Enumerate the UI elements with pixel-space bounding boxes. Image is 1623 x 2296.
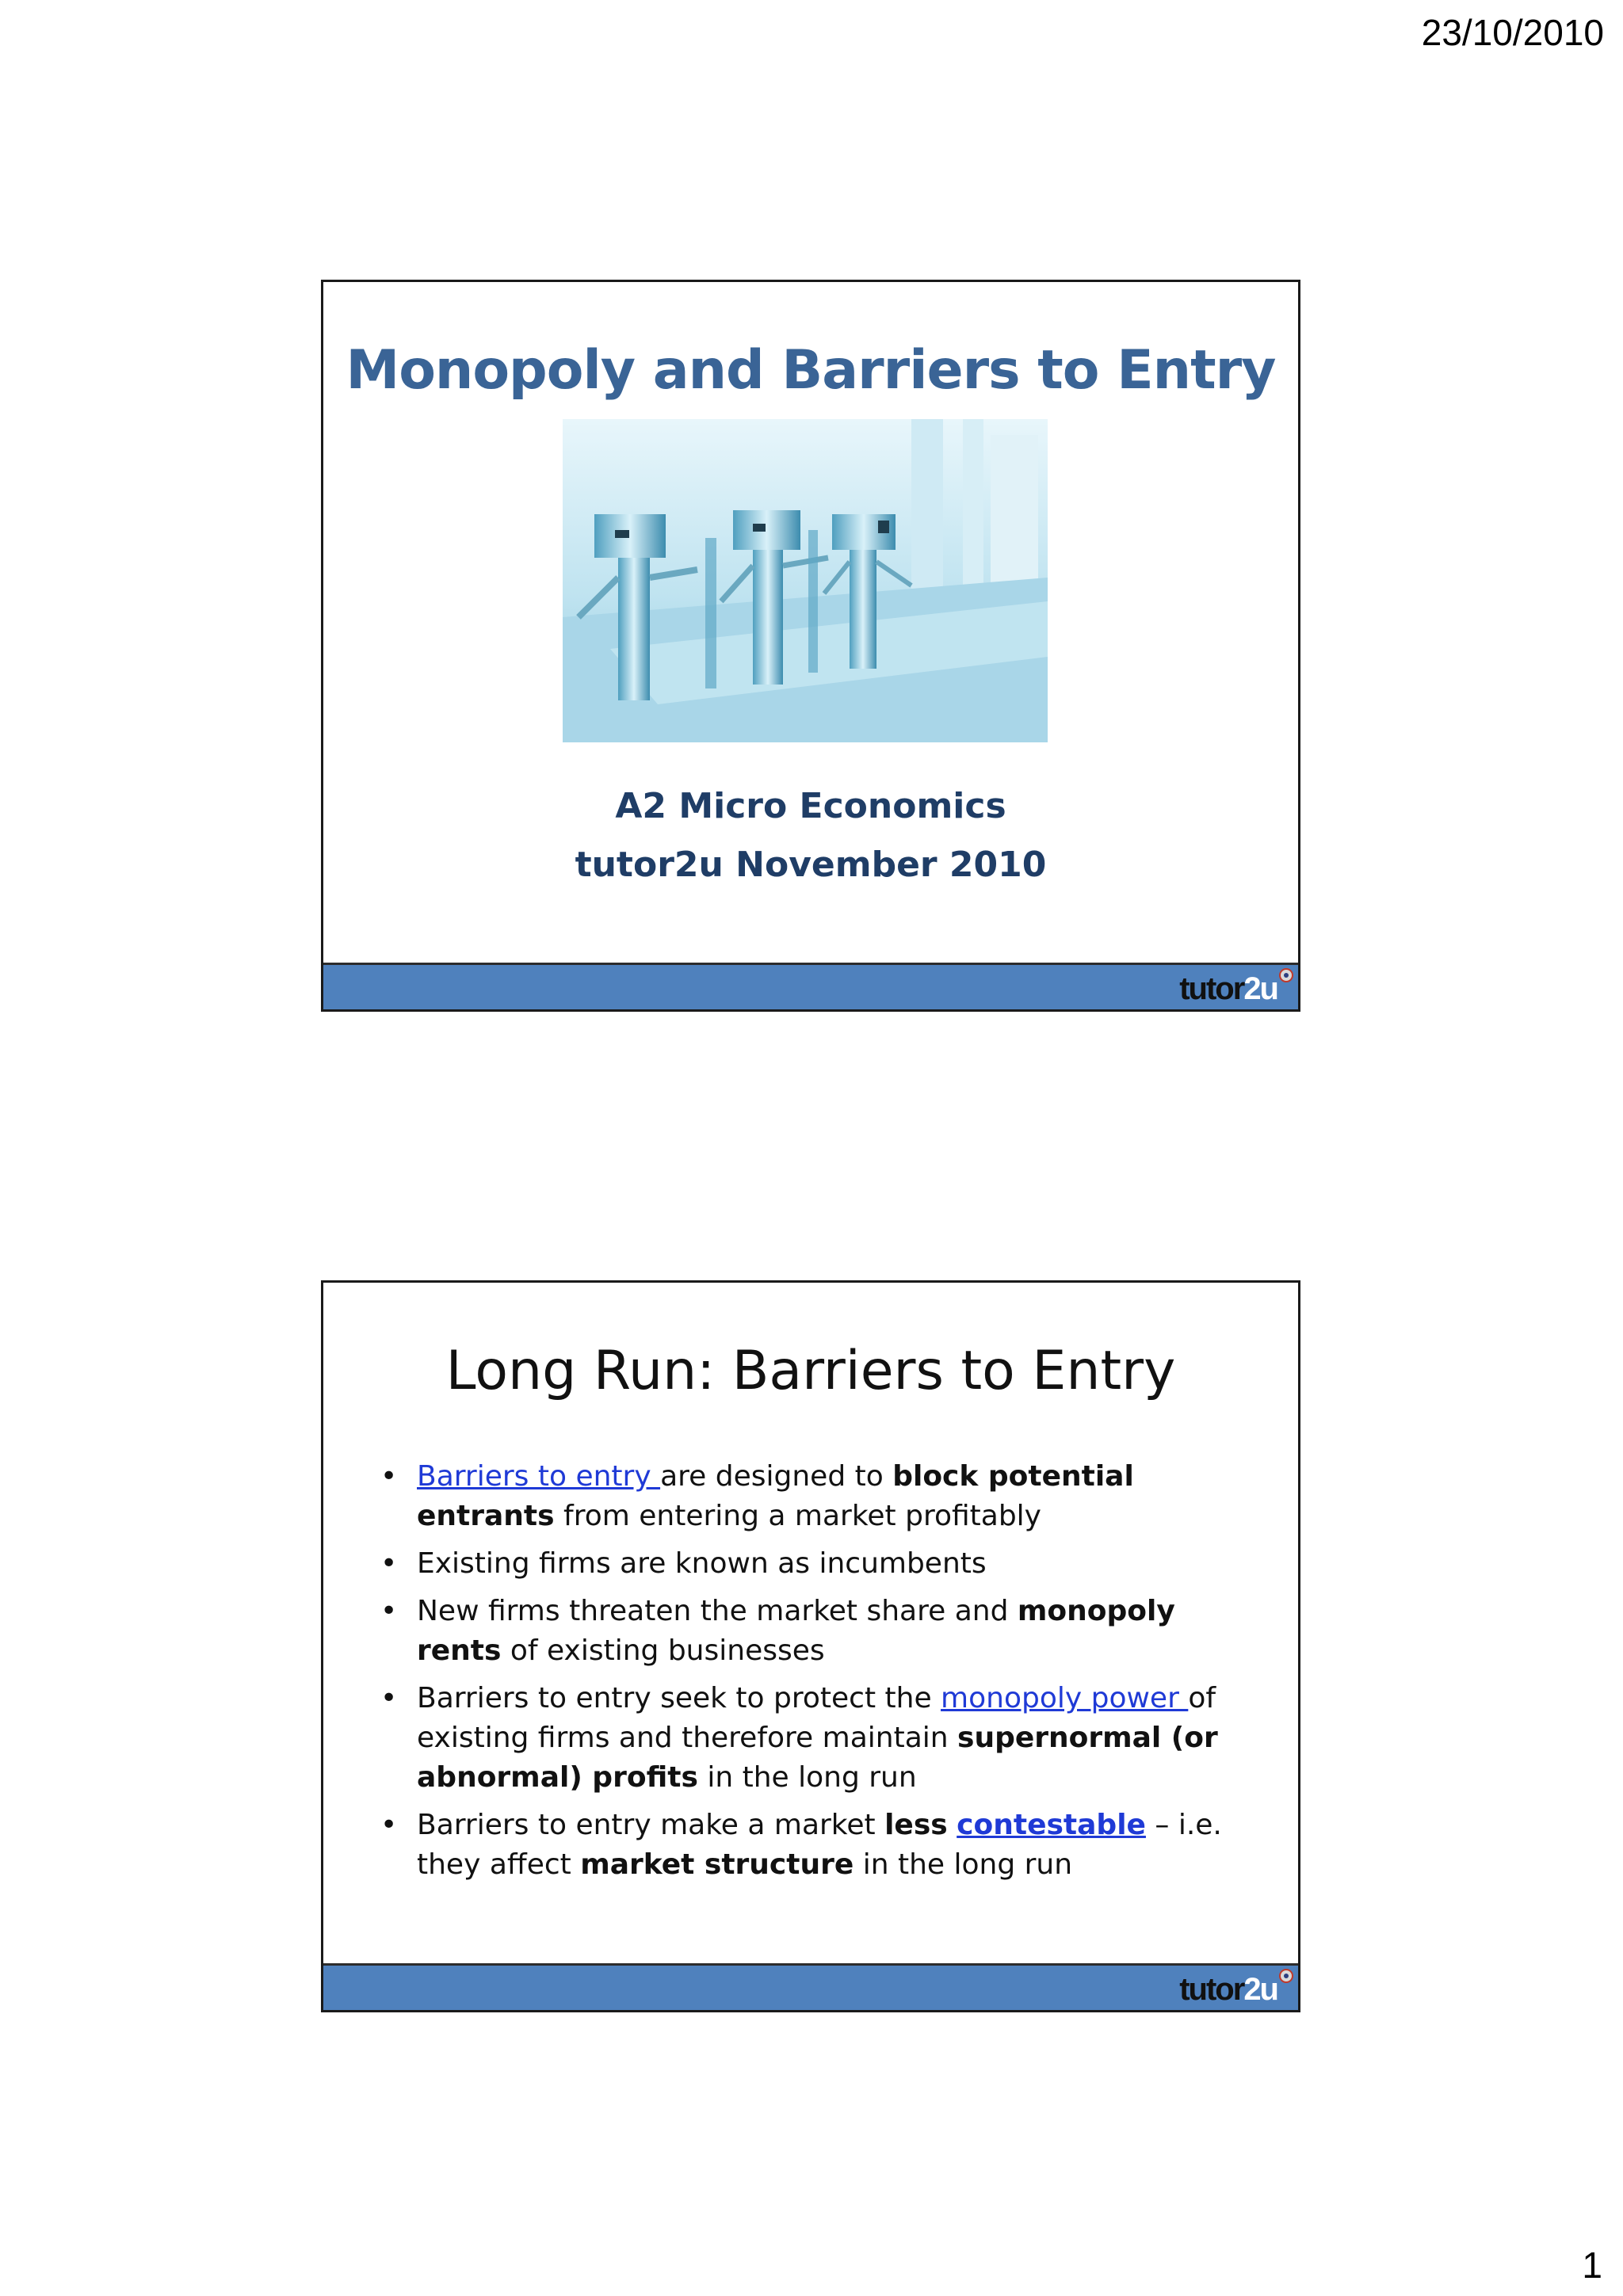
slide-footer-bar xyxy=(323,963,1298,1009)
bullet-item: • Barriers to entry seek to protect the monopoly power of existing firms and therefore maintain supernormal (or abnormal) profits in the long run xyxy=(380,1679,1252,1798)
bullet-item: • Barriers to entry are designed to block potential entrants from entering a market profitably xyxy=(380,1457,1252,1536)
logo-mark-icon xyxy=(1277,1967,1295,1985)
slide-1 xyxy=(321,280,1300,1012)
page-number: 1 xyxy=(1582,2245,1602,2286)
bullet-dot: • xyxy=(380,1595,398,1627)
bullet-item: • Barriers to entry make a market less contestable – i.e. they affect market structure in the long run xyxy=(380,1806,1252,1885)
slide-2 xyxy=(321,1280,1300,2012)
bullet-dot: • xyxy=(380,1809,398,1841)
bullet-dot: • xyxy=(380,1460,398,1493)
bullet-dot: • xyxy=(380,1547,398,1580)
bullet-dot: • xyxy=(380,1682,398,1714)
turnstile-photo xyxy=(563,419,1048,742)
slide-1-title: Monopoly and Barriers to Entry xyxy=(346,339,1276,402)
contestable-link[interactable]: contestable xyxy=(957,1809,1146,1841)
slide-1-subtitle-author: tutor2u November 2010 xyxy=(575,845,1047,885)
bullet-item: • Existing firms are known as incumbents xyxy=(380,1544,1252,1584)
barriers-to-entry-link[interactable]: Barriers to entry xyxy=(417,1460,661,1493)
tutor2u-logo: tutor2u xyxy=(1179,971,1277,1006)
bullet-item: • New firms threaten the market share and monopoly rents of existing businesses xyxy=(380,1592,1252,1671)
slide-footer-bar xyxy=(323,1963,1298,2010)
slide-1-subtitle-course: A2 Micro Economics xyxy=(615,786,1006,826)
slide-2-title: Long Run: Barriers to Entry xyxy=(445,1340,1176,1402)
print-date: 23/10/2010 xyxy=(1421,12,1604,53)
logo-mark-icon xyxy=(1277,967,1295,984)
monopoly-power-link[interactable]: monopoly power xyxy=(941,1682,1189,1714)
tutor2u-logo: tutor2u xyxy=(1179,1972,1277,2007)
bullet-list xyxy=(380,1457,1252,1893)
